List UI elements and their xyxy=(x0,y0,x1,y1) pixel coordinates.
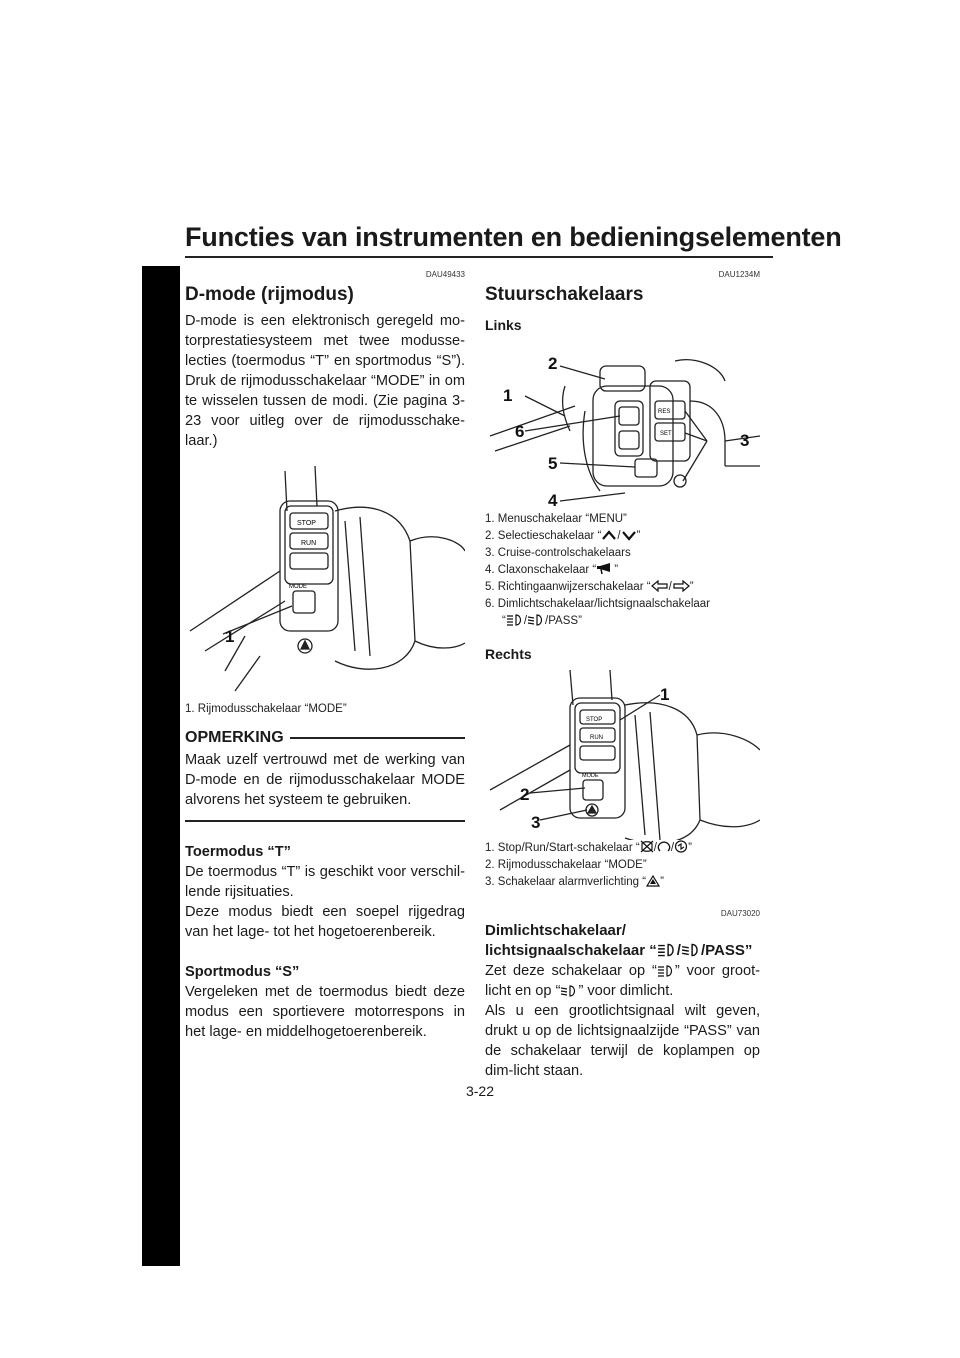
figure-caption: 1. Rijmodusschakelaar “MODE” xyxy=(185,703,347,715)
label-run: RUN xyxy=(590,735,603,741)
label-set: SET xyxy=(660,431,672,437)
left-switches-title: Links xyxy=(485,317,522,333)
low-beam-icon xyxy=(560,985,578,997)
low-beam-icon xyxy=(681,943,701,957)
section-heading-dmode: D-mode (rijmodus) xyxy=(185,284,354,305)
dimmer-heading: Dimlichtschakelaar/ lichtsignaalschakelaar “ / /PASS” xyxy=(485,922,753,959)
figure-left-switches xyxy=(485,341,760,511)
dimmer-paragraph-2: Als u een grootlichtsignaal wilt geven, drukt u op de lichtsignaalzijde “PASS” van de schakelaar terwijl de koplampen op dim-licht staan. xyxy=(485,1003,760,1079)
callout-2: 2 xyxy=(548,354,558,373)
note-header xyxy=(185,728,465,748)
high-beam-icon xyxy=(657,943,677,957)
engine-start-icon xyxy=(674,840,688,853)
turn-left-icon xyxy=(651,580,669,592)
legend-item-4: 4. Claxonschakelaar “ ” xyxy=(485,564,619,576)
legend-item-3: 3. Schakelaar alarmverlichting “ ” xyxy=(485,876,664,888)
callout-5: 5 xyxy=(548,454,558,473)
dimmer-paragraph-1: Zet deze schakelaar op “ ” voor groot-licht en op “ ” voor dimlicht. xyxy=(485,963,761,999)
left-switches-legend xyxy=(485,511,760,630)
legend-item-2: 2. Selectieschakelaar “ / ” xyxy=(485,530,641,542)
figure-right-switches xyxy=(485,670,760,840)
sport-mode-text: Vergeleken met de toermodus biedt deze modus een sportievere motorrespons in het lage- en middelhogetoerenbereik. xyxy=(185,983,465,1040)
tour-mode-text-2: Deze modus biedt een soepel rijgedrag van het lage- tot het hogetoerenbereik. xyxy=(185,903,465,940)
callout-6: 6 xyxy=(515,422,525,441)
callout-4: 4 xyxy=(548,491,558,510)
page-header: Functies van instrumenten en bedieningselementen xyxy=(185,222,842,252)
note-title: OPMERKING xyxy=(185,729,284,746)
dmode-paragraph: D-mode is een elektronisch geregeld mo-torprestatiesysteem met twee modusse-lecties (toermodus “T” en sportmodus “S”). Druk de rijmodusschakelaar “MODE” in om te wisselen tussen de modi. (Zie pagina 3-23 voor uitleg over de rijmodusschake-laar.) xyxy=(185,313,465,449)
chevron-up-icon xyxy=(601,529,617,541)
sport-mode-title: Sportmodus “S” xyxy=(185,963,300,980)
chevron-down-icon xyxy=(621,529,637,541)
high-beam-icon xyxy=(657,965,675,977)
legend-item-1: 1. Stop/Run/Start-schakelaar “ / / ” xyxy=(485,842,692,854)
legend-item-1: 1. Menuschakelaar “MENU” xyxy=(485,513,627,525)
callout-3: 3 xyxy=(740,431,750,450)
legend-item-6: 6. Dimlichtschakelaar/lichtsignaalschakelaar “ / /PASS” xyxy=(485,598,710,627)
section-code: DAU1234M xyxy=(718,270,760,279)
tour-mode-title: Toermodus “T” xyxy=(185,843,291,860)
right-switches-title: Rechts xyxy=(485,646,532,662)
label-stop: STOP xyxy=(297,520,316,527)
right-switches-legend xyxy=(485,840,760,891)
left-column xyxy=(185,270,465,1042)
low-beam-icon xyxy=(527,614,545,626)
label-mode: MODE xyxy=(289,584,307,590)
page-number: 3-22 xyxy=(465,1083,495,1099)
section-code: DAU49433 xyxy=(425,270,465,279)
figure-mode-switch xyxy=(185,451,465,701)
chapter-tab xyxy=(142,266,180,1266)
callout-2: 2 xyxy=(520,785,530,804)
turn-right-icon xyxy=(672,580,690,592)
legend-item-2: 2. Rijmodusschakelaar “MODE” xyxy=(485,859,647,871)
callout-1: 1 xyxy=(225,627,235,646)
note-rule xyxy=(290,737,465,739)
legend-item-5: 5. Richtingaanwijzerschakelaar “ / ” xyxy=(485,581,694,593)
callout-3: 3 xyxy=(531,813,541,832)
hazard-icon xyxy=(646,875,660,887)
header-rule xyxy=(185,256,773,258)
note-end-rule xyxy=(185,820,465,822)
tour-mode-text-1: De toermodus “T” is geschikt voor verschil-lende rijsituaties. xyxy=(185,863,465,900)
horn-icon xyxy=(596,563,614,575)
high-beam-icon xyxy=(506,614,524,626)
callout-1: 1 xyxy=(503,386,513,405)
engine-stop-icon xyxy=(640,840,654,853)
label-run: RUN xyxy=(301,540,317,547)
chapter-number: 3 xyxy=(160,445,169,462)
label-res: RES xyxy=(658,409,671,415)
callout-1: 1 xyxy=(660,685,670,704)
engine-run-icon xyxy=(657,840,671,853)
section-code: DAU73020 xyxy=(720,909,760,918)
right-column xyxy=(485,270,760,1081)
label-mode: MODE xyxy=(582,773,599,779)
note-text: Maak uzelf vertrouwd met de werking van D-mode en de rijmodusschakelaar MODE alvorens het systeem te gebruiken. xyxy=(185,752,465,808)
label-stop: STOP xyxy=(586,717,603,723)
legend-item-3: 3. Cruise-controlschakelaars xyxy=(485,547,631,559)
section-heading-handlebar: Stuurschakelaars xyxy=(485,284,644,305)
